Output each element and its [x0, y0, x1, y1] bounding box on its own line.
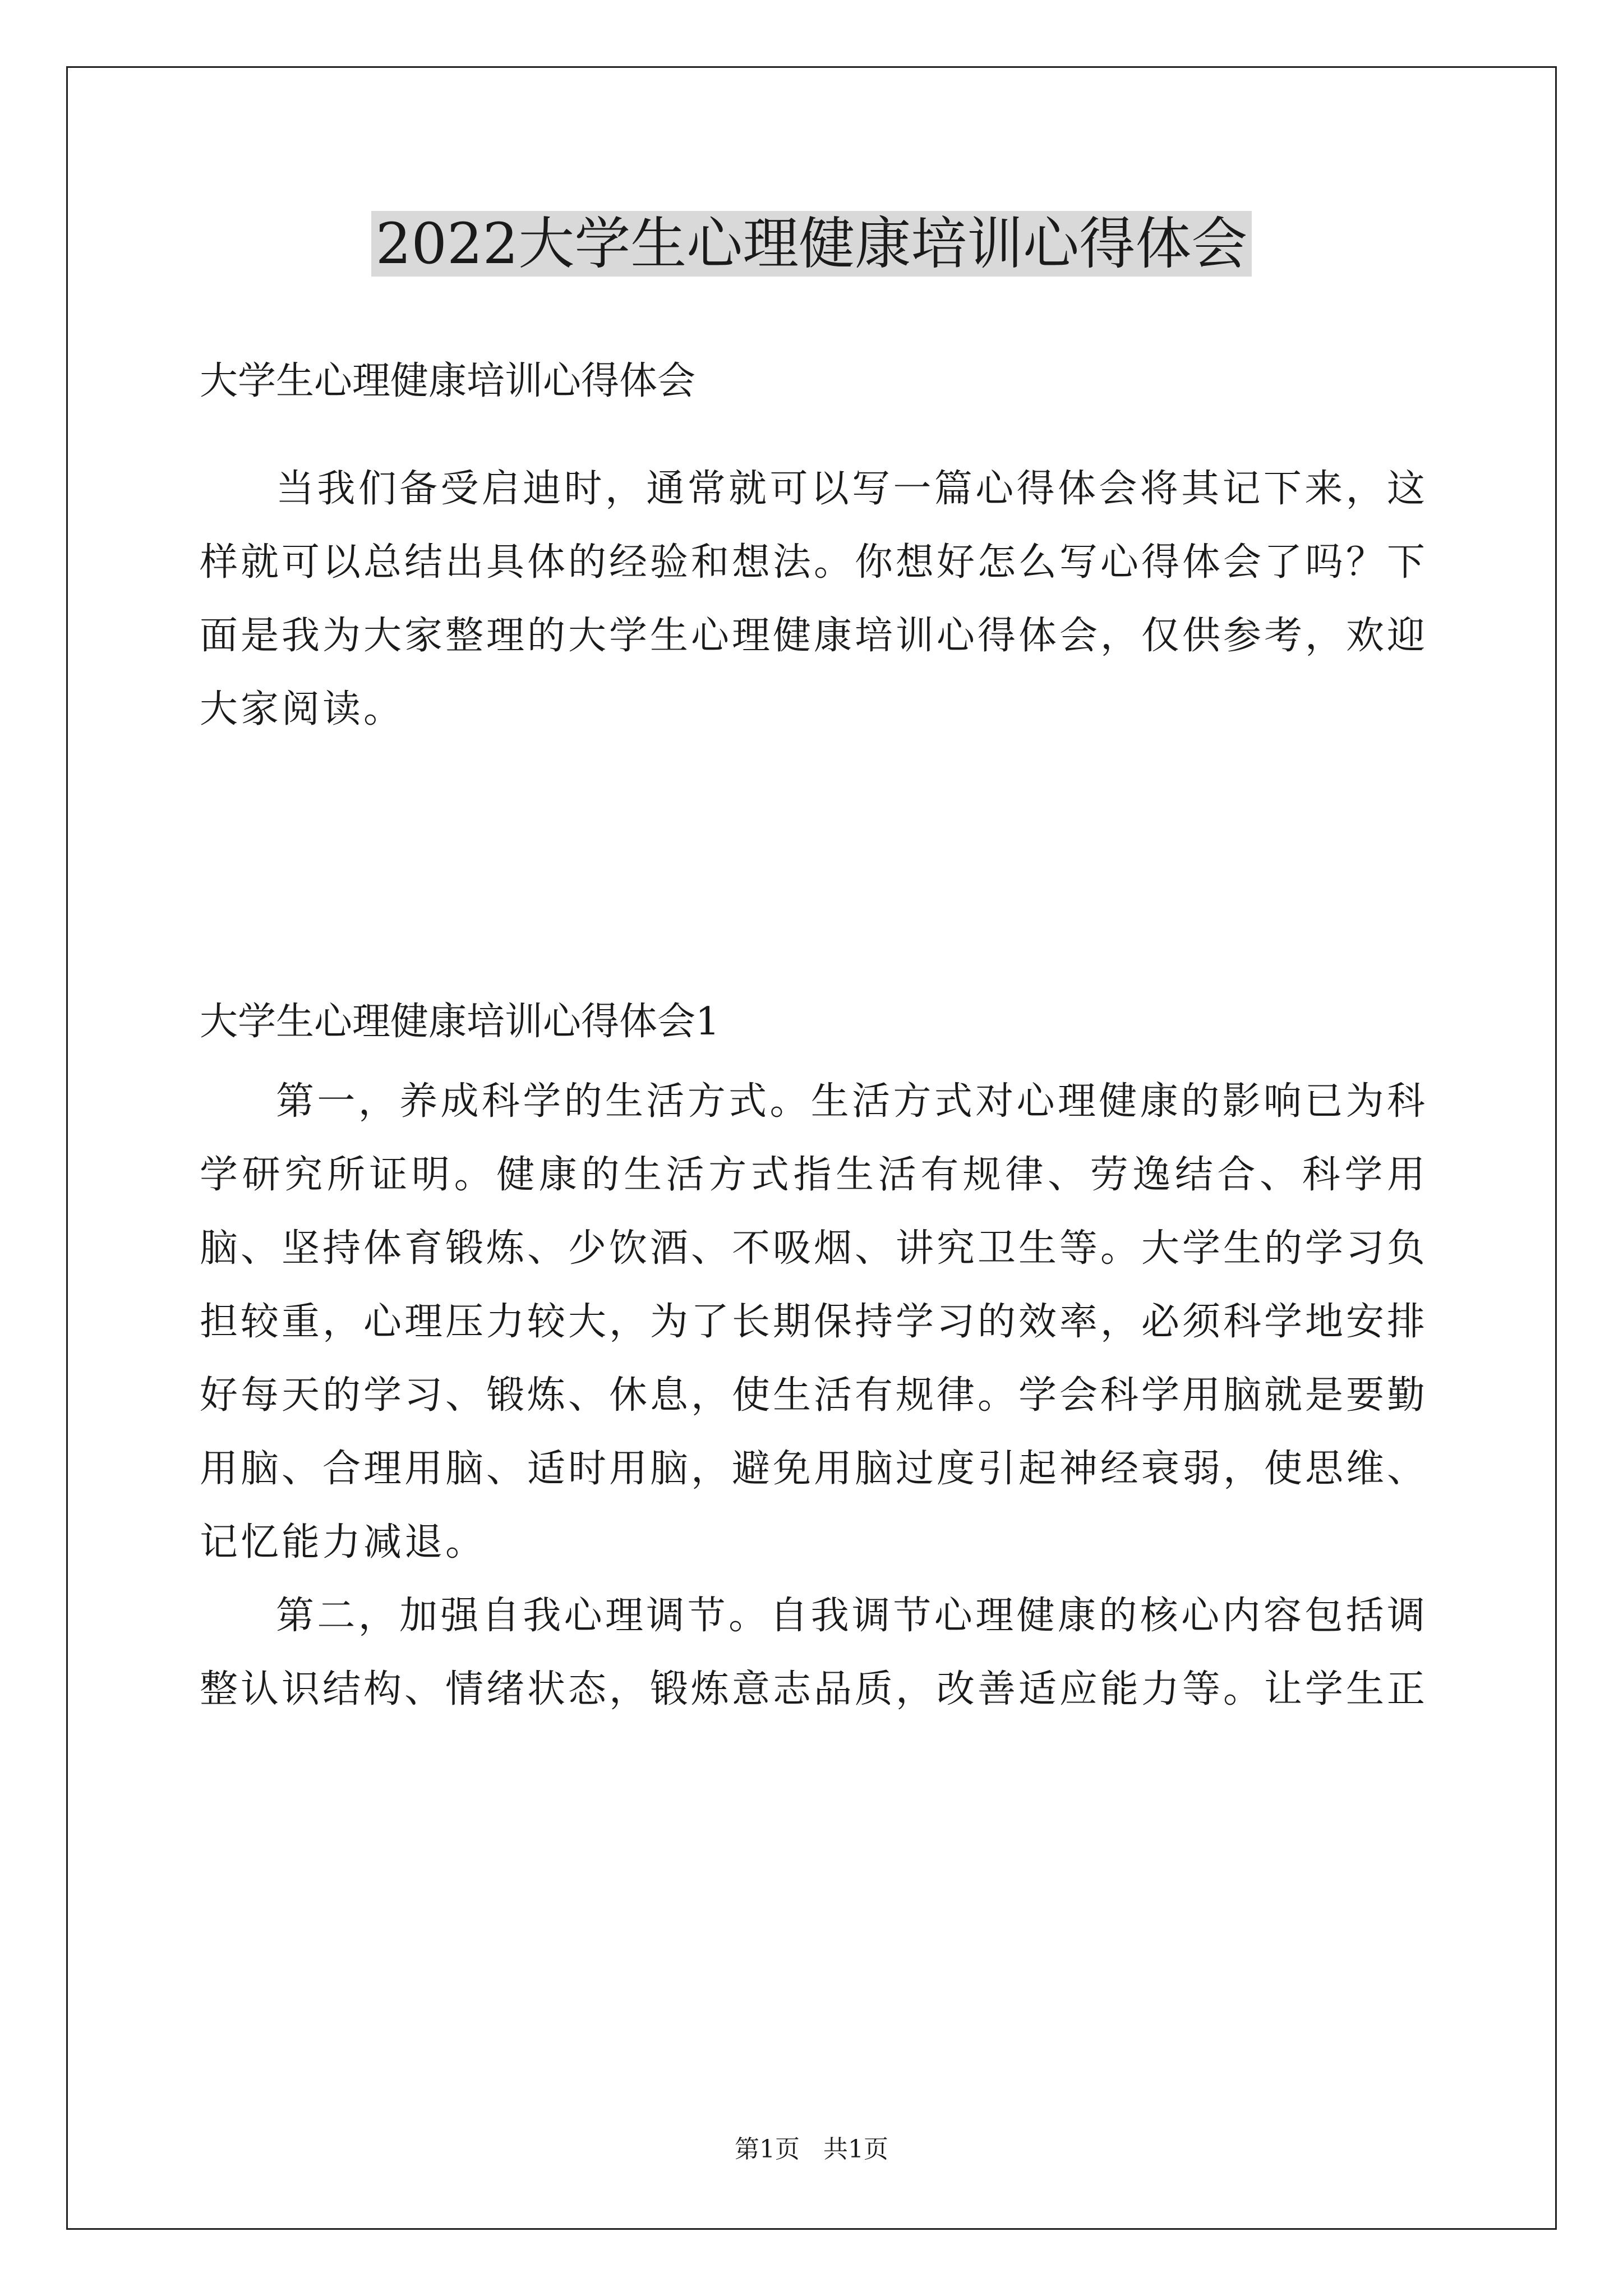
- intro-section: [200, 452, 1428, 746]
- body-paragraph: 第一，养成科学的生活方式。生活方式对心理健康的影响已为科学研究所证明。健康的生活方式指生活有规律、劳逸结合、科学用脑、坚持体育锻炼、少饮酒、不吸烟、讲究卫生等。大学生的学习负担较重，心理压力较大，为了长期保持学习的效率，必须科学地安排好每天的学习、锻炼、休息，使生活有规律。学会科学用脑就是要勤用脑、合理用脑、适时用脑，避免用脑过度引起神经衰弱，使思维、记忆能力减退。: [200, 1079, 1428, 1565]
- body-paragraph: 第二，加强自我心理调节。自我调节心理健康的核心内容包括调整认识结构、情绪状态，锻炼意志品质，改善适应能力等。让学生正: [200, 1594, 1428, 1711]
- document-title-text: 2022大学生心理健康培训心得体会: [371, 211, 1252, 277]
- document-subtitle: 大学生心理健康培训心得体会: [200, 359, 696, 403]
- page-footer: 第1页 共1页: [735, 2135, 888, 2164]
- intro-paragraph: 当我们备受启迪时，通常就可以写一篇心得体会将其记下来，这样就可以总结出具体的经验和想法。你想好怎么写心得体会了吗？下面是我为大家整理的大学生心理健康培训心得体会，仅供参考，欢迎大家阅读。: [200, 467, 1428, 731]
- section-heading: 大学生心理健康培训心得体会1: [200, 1000, 720, 1044]
- document-title: [0, 202, 1623, 286]
- section-body: [200, 1065, 1428, 1726]
